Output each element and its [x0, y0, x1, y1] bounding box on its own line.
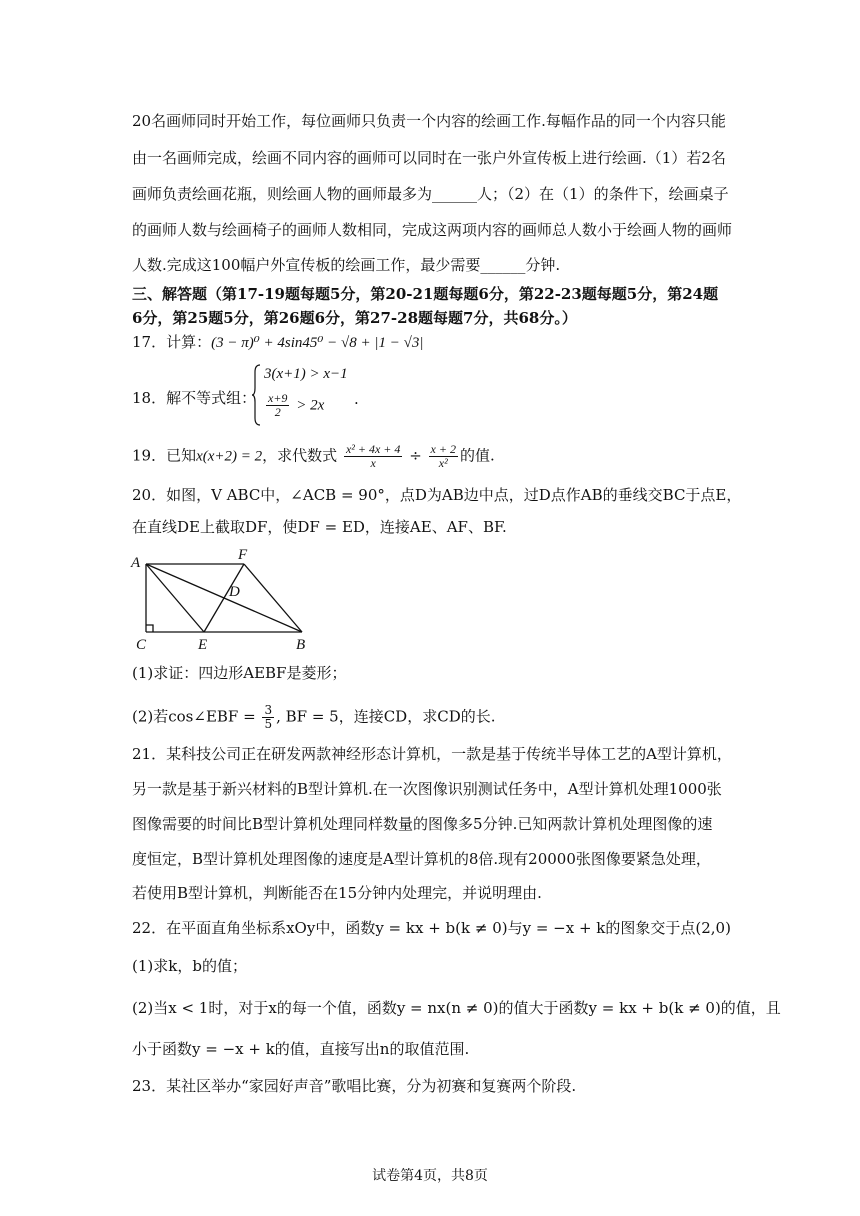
- q18-inequality-2: [264, 392, 324, 419]
- page-footer: 试卷第4页，共8页: [372, 1168, 488, 1184]
- q18-period: .: [354, 390, 359, 408]
- intro-line-4: 的画师人数与绘画椅子的画师人数相同，完成这两项内容的画师总人数小于绘画人物的画师: [132, 221, 733, 239]
- q20-part-2: [132, 704, 732, 731]
- q19-condition: x(x+2) = 2: [196, 448, 263, 465]
- q18-rhs: > 2x: [296, 397, 325, 414]
- q18-fraction-denominator: 2: [274, 405, 281, 419]
- q20-fraction-numerator: 3: [264, 703, 273, 717]
- q21-line-1: 21．某科技公司正在研发两款神经形态计算机，一款是基于传统半导体工艺的A型计算机，: [132, 745, 732, 763]
- question-19: [132, 443, 732, 470]
- q20-fraction-denominator: 5: [264, 717, 273, 731]
- q23-line-1: 23．某社区举办“家园好声音”歌唱比赛，分为初赛和复赛两个阶段.: [132, 1077, 577, 1095]
- right-angle-marker: [146, 625, 153, 632]
- question-17: [132, 333, 732, 352]
- q20-geometry-figure: [126, 545, 326, 655]
- q22-part-2-line-1: (2)当x < 1时，对于x的每一个值，函数y = nx(n ≠ 0)的值大于函数y = kx + b(k ≠ 0)的值，且: [132, 999, 781, 1017]
- label-C: C: [136, 637, 147, 653]
- q18-fraction-numerator: x+9: [268, 391, 288, 405]
- q18-label: 18．解不等式组：: [132, 389, 257, 407]
- q20-part-2-suffix: , BF = 5，连接CD，求CD的长.: [276, 707, 496, 726]
- label-A: A: [131, 555, 141, 571]
- segment-FB: [244, 564, 302, 632]
- section-3-header-line-2: 6分，第25题5分，第26题6分，第27-28题每题7分，共68分。）: [132, 309, 577, 327]
- q21-line-2: 另一款是基于新兴材料的B型计算机.在一次图像识别测试任务中，A型计算机处理1000张: [132, 780, 722, 798]
- q17-expression: (3 − π)⁰ + 4sin45⁰ − √8 + |1 − √3|: [211, 335, 424, 351]
- label-D: D: [229, 584, 240, 600]
- q18-inequality-1: 3(x+1) > x−1: [264, 366, 348, 382]
- q20-part-2-prefix: (2)若cos∠EBF =: [132, 707, 256, 726]
- intro-line-5: 人数.完成这100幅户外宣传板的绘画工作，最少需要______分钟.: [132, 256, 561, 274]
- q19-tail: 的值.: [459, 446, 495, 465]
- section-3-header-line-1: 三、解答题（第17-19题每题5分，第20-21题每题6分，第22-23题每题5分，第24题: [132, 285, 719, 303]
- label-F: F: [238, 547, 248, 563]
- intro-line-1: 20名画师同时开始工作，每位画师只负责一个内容的绘画工作.每幅作品的同一个内容只能: [132, 112, 726, 130]
- q21-line-3: 图像需要的时间比B型计算机处理同样数量的图像多5分钟.已知两款计算机处理图像的速: [132, 815, 713, 833]
- q21-line-4: 度恒定，B型计算机处理图像的速度是A型计算机的8倍.现有20000张图像要紧急处理，: [132, 850, 711, 868]
- q19-mid: ，求代数式: [262, 446, 338, 465]
- q17-label: 17．计算：: [132, 333, 212, 351]
- q22-part-2-line-2: 小于函数y = −x + k的值，直接写出n的取值范围.: [132, 1040, 470, 1058]
- q20-line-1: 20．如图，V ABC中，∠ACB = 90°，点D为AB边中点，过D点作AB的垂线交BC于点E，: [132, 486, 742, 504]
- q20-line-2: 在直线DE上截取DF，使DF = ED，连接AE、AF、BF.: [132, 518, 507, 536]
- q19-fraction-1-denominator: x: [370, 456, 376, 470]
- q19-fraction-1-numerator: x² + 4x + 4: [345, 442, 401, 456]
- label-B: B: [296, 637, 306, 653]
- segment-AE: [146, 564, 204, 632]
- q19-label: 19．已知: [132, 446, 197, 465]
- q22-part-1: (1)求k，b的值；: [132, 957, 247, 975]
- q19-fraction-2-denominator: x²: [438, 456, 448, 470]
- q21-line-5: 若使用B型计算机，判断能否在15分钟内处理完，并说明理由.: [132, 884, 542, 902]
- intro-line-2: 由一名画师完成，绘画不同内容的画师可以同时在一张户外宣传板上进行绘画.（1）若2名: [132, 149, 726, 167]
- intro-line-3: 画师负责绘画花瓶，则绘画人物的画师最多为______人；（2）在（1）的条件下，绘画桌子: [132, 185, 729, 203]
- q19-fraction-2-numerator: x + 2: [430, 442, 456, 456]
- q22-line-1: 22．在平面直角坐标系xOy中，函数y = kx + b(k ≠ 0)与y = −x + k的图象交于点(2,0): [132, 919, 731, 937]
- left-brace-icon: [252, 364, 262, 426]
- q19-operator: ÷: [409, 446, 422, 465]
- q20-part-1: (1)求证：四边形AEBF是菱形；: [132, 664, 347, 682]
- label-E: E: [198, 637, 208, 653]
